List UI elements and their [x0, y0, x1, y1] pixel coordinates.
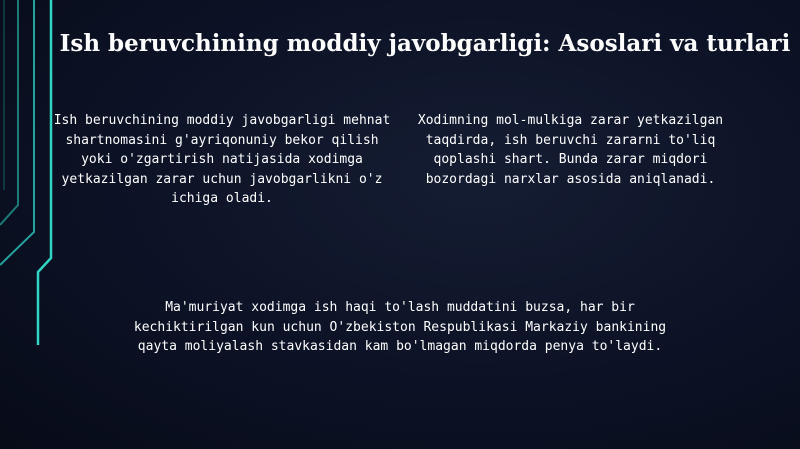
paragraph-bottom: Ma'muriyat xodimga ish haqi to'lash muddatini buzsa, har bir kechiktirilgan kun uchun O'zbekiston Respublikasi Markaziy bankining qayta moliyalash stavkasidan kam bo'lmagan miqdorda penya to'laydi.: [133, 300, 667, 354]
paragraph-top-left: Ish beruvchining moddiy javobgarligi mehnat shartnomasini g'ayriqonuniy bekor qilish yoki o'zgartirish natijasida xodimga yetkazilgan zarar uchun javobgarlikni o'z ichiga oladi.: [53, 113, 391, 206]
slide-title: Ish beruvchining moddiy javobgarligi: Asoslari va turlari: [59, 30, 791, 57]
paragraph-top-right: Xodimning mol-mulkiga zarar yetkazilgan taqdirda, ish beruvchi zararni to'liq qoplashi shart. Bunda zarar miqdori bozordagi narxlar asosida aniqlanadi.: [417, 113, 724, 187]
decorative-circuit-lines: [0, 0, 70, 449]
